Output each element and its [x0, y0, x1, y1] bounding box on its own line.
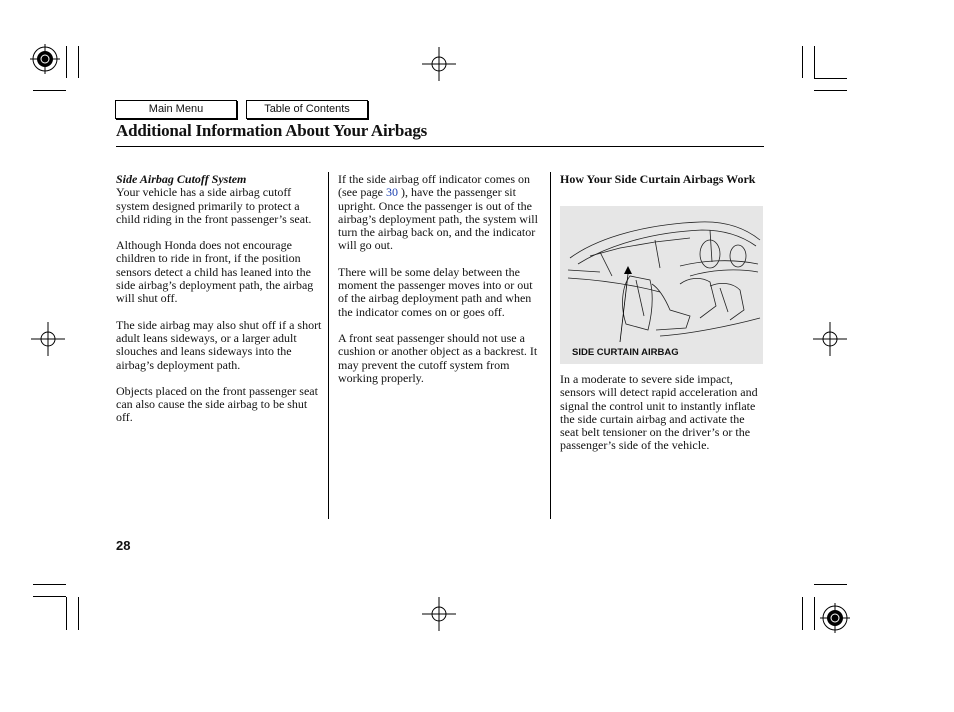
- crop-mark: [802, 597, 803, 630]
- column-1: [116, 173, 323, 438]
- crosshair-icon: [31, 322, 65, 356]
- column-divider: [328, 172, 329, 519]
- car-interior-illustration: [560, 206, 763, 364]
- crosshair-icon: [422, 47, 456, 81]
- section-heading: How Your Side Curtain Airbags Work: [560, 172, 756, 186]
- registration-target-icon: [820, 603, 850, 633]
- crop-mark: [802, 46, 803, 78]
- illustration-label: SIDE CURTAIN AIRBAG: [572, 347, 679, 358]
- crop-mark: [66, 46, 67, 78]
- crop-mark: [33, 596, 66, 597]
- crop-mark: [66, 597, 67, 630]
- column-3: [560, 173, 765, 186]
- column-2: [338, 173, 545, 398]
- crop-mark: [814, 46, 815, 78]
- crop-mark: [814, 597, 815, 630]
- crosshair-icon: [422, 597, 456, 631]
- main-menu-button[interactable]: Main Menu: [115, 100, 237, 119]
- crop-mark: [814, 584, 847, 585]
- crop-mark: [78, 597, 79, 630]
- table-of-contents-button[interactable]: Table of Contents: [246, 100, 368, 119]
- paragraph: Your vehicle has a side airbag cutoff system designed primarily to protect a child riding in the front passenger’s seat.: [116, 185, 312, 226]
- crop-mark: [78, 46, 79, 78]
- paragraph: Although Honda does not encourage children to ride in front, if the position sensors detect a child has leaned into the side airbag’s deployment path, the airbag will shut off.: [116, 238, 314, 306]
- crosshair-icon: [813, 322, 847, 356]
- paragraph: The side airbag may also shut off if a short adult leans sideways, or a larger adult slouches and leans sideways into the airbag’s deployment path.: [116, 317, 322, 372]
- crop-mark: [814, 90, 847, 91]
- paragraph-text: ), have the passenger sit upright. Once the passenger is out of the airbag’s deployment path, the system will turn the airbag back on, and the indicator will go out.: [338, 185, 538, 253]
- page-title: Additional Information About Your Airbags: [116, 121, 428, 140]
- car-interior-drawing: [560, 206, 763, 364]
- paragraph: [338, 173, 545, 253]
- registration-target-icon: [30, 44, 60, 74]
- section-heading: Side Airbag Cutoff System: [116, 172, 247, 186]
- crop-mark: [33, 584, 66, 585]
- paragraph: In a moderate to severe side impact, sensors will detect rapid acceleration and signal the control unit to instantly inflate the side curtain airbag and activate the seat belt tensioner on the driver’s or the passenger’s side of the vehicle.: [560, 372, 758, 453]
- paragraph-text: If the side airbag off indicator comes on (see page: [338, 172, 531, 200]
- crop-mark: [33, 90, 66, 91]
- column-divider: [550, 172, 551, 519]
- paragraph: Objects placed on the front passenger seat can also cause the side airbag to be shut off.: [116, 383, 318, 425]
- paragraph: There will be some delay between the moment the passenger moves into or out of the airbag deployment path and when the indicator comes on or goes off.: [338, 264, 533, 319]
- page-link[interactable]: 30: [385, 185, 398, 200]
- paragraph: A front seat passenger should not use a cushion or another object as a backrest. It may prevent the cutoff system from working properly.: [338, 330, 538, 385]
- page-number: 28: [116, 538, 131, 553]
- column-3-body: [560, 373, 765, 466]
- title-rule: [116, 146, 764, 147]
- crop-mark: [814, 78, 847, 79]
- arrow-up-icon: [624, 266, 632, 274]
